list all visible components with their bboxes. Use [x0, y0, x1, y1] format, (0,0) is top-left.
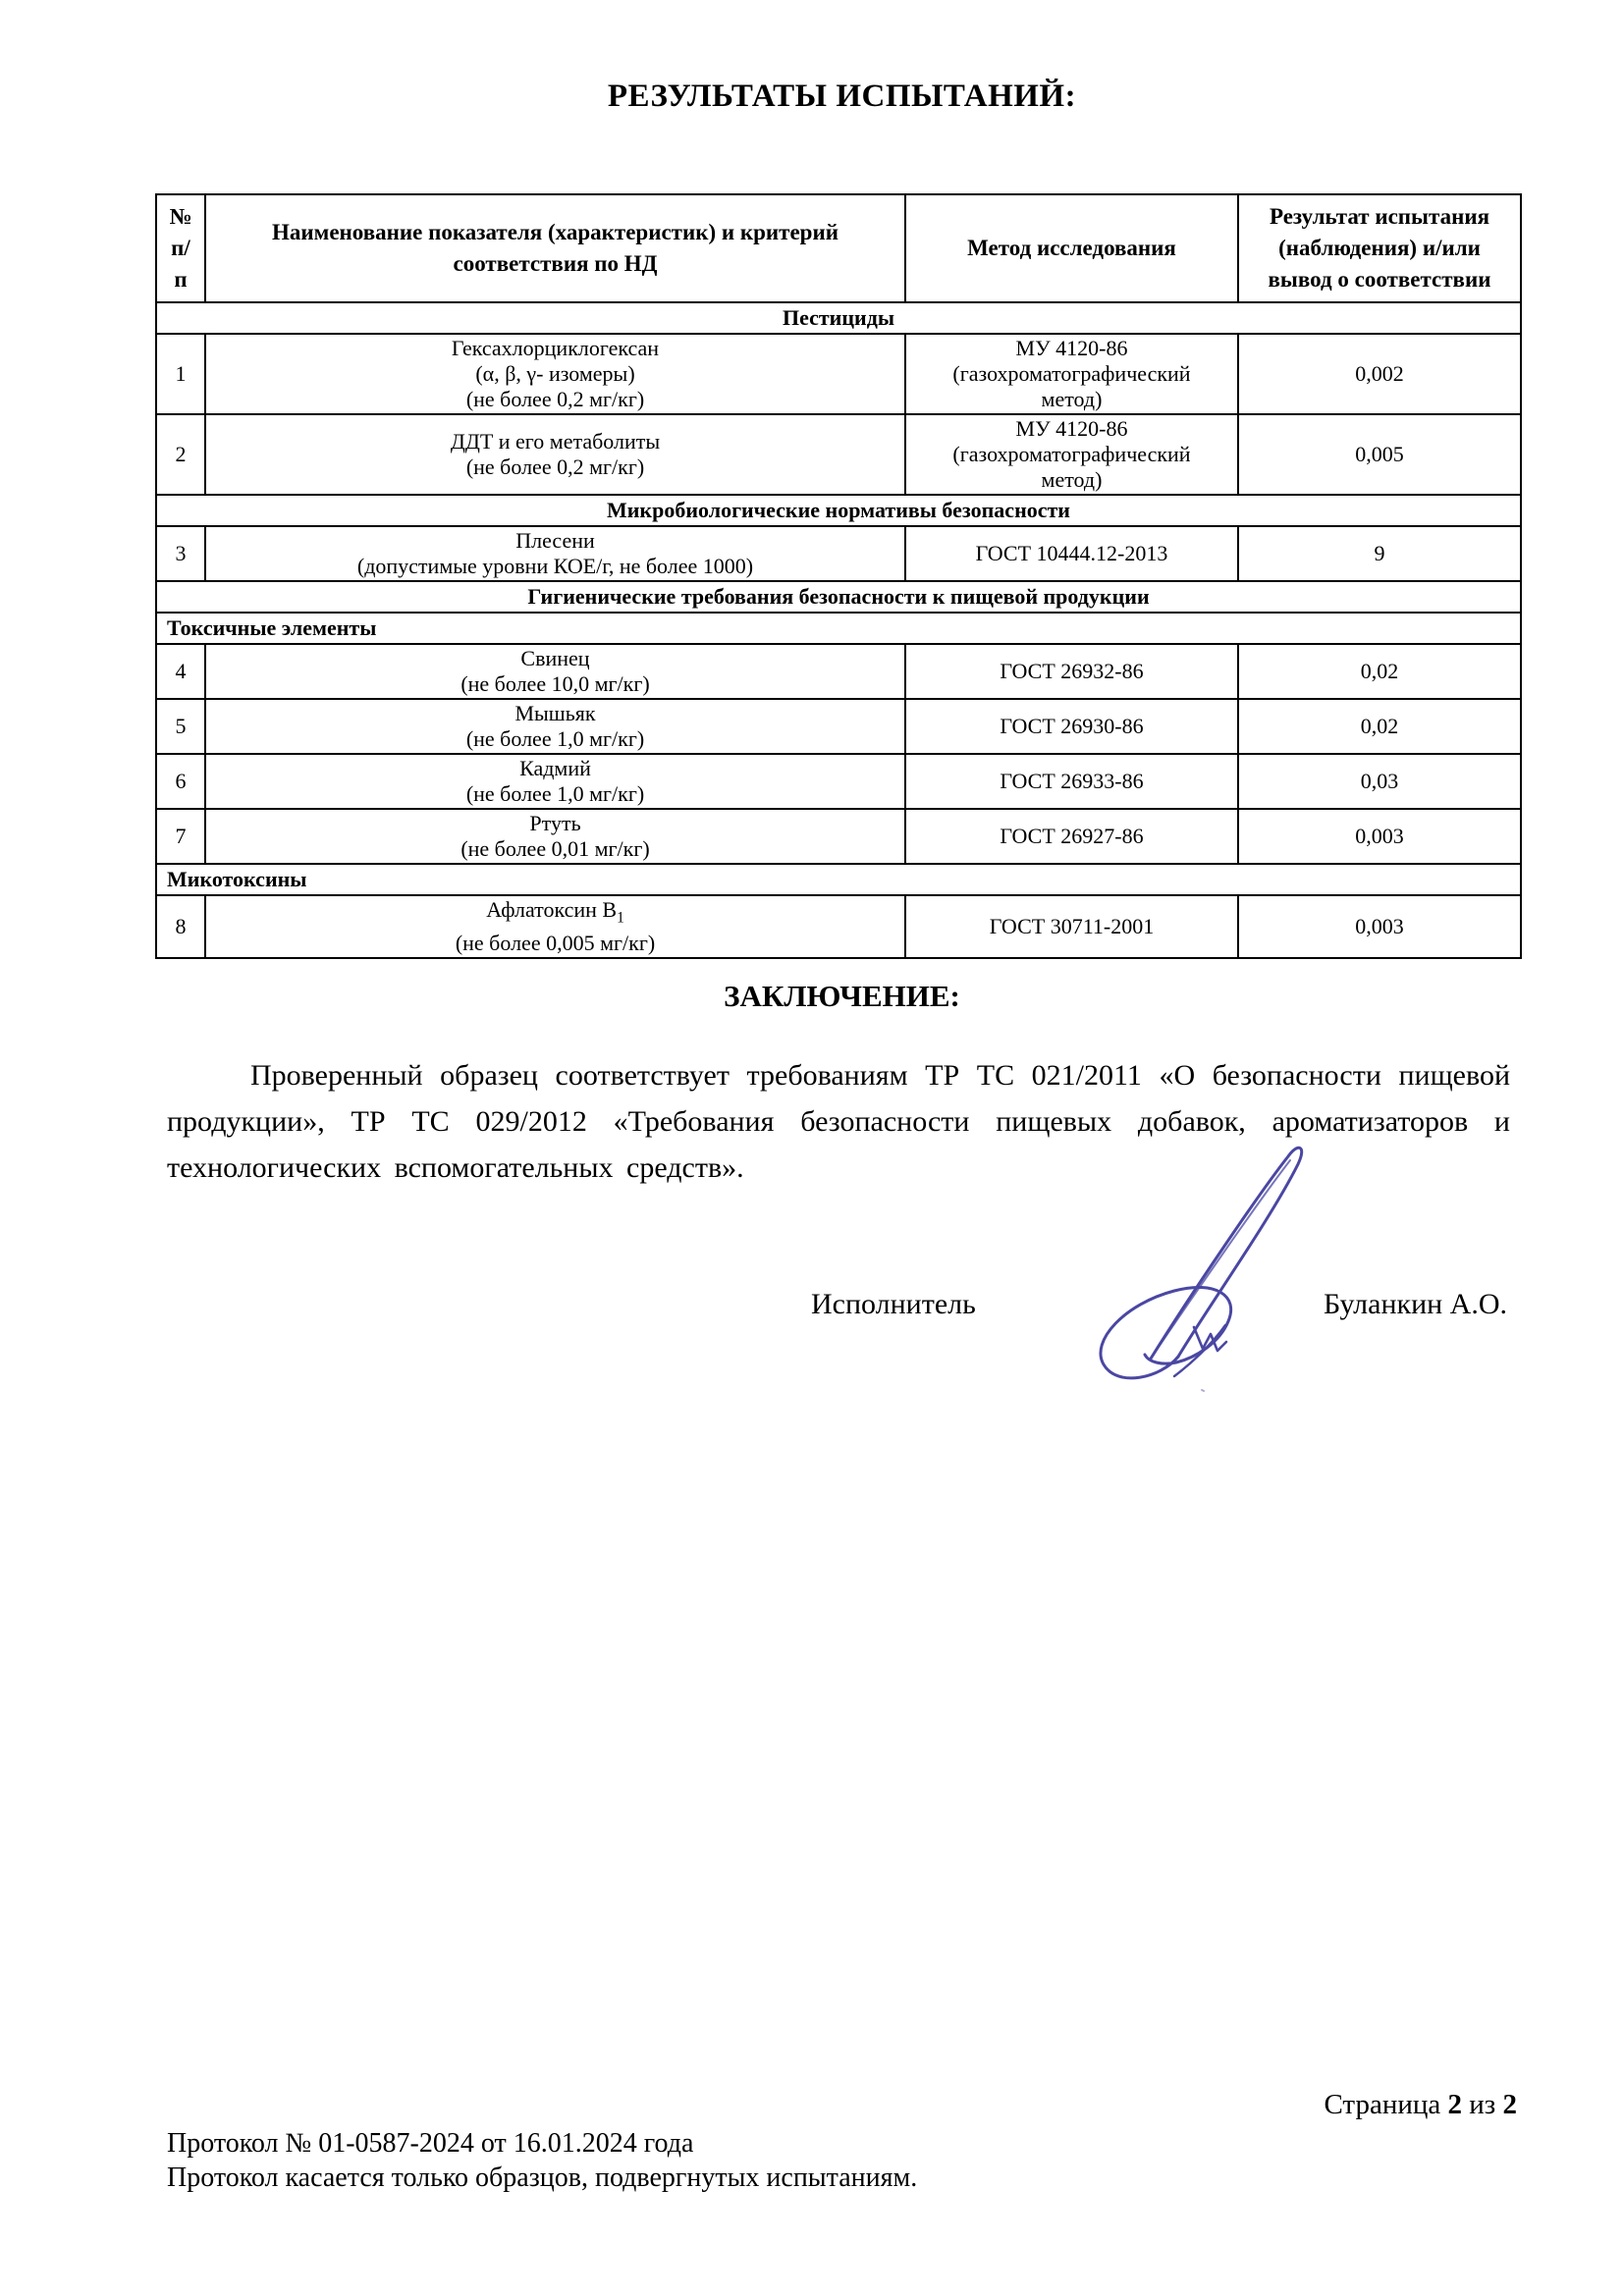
row-number-cell: 7 — [156, 809, 205, 864]
indicator-name-cell: Свинец (не более 10,0 мг/кг) — [205, 644, 905, 699]
result-cell: 9 — [1238, 526, 1521, 581]
indicator-name-cell: ДДТ и его метаболиты (не более 0,2 мг/кг) — [205, 414, 905, 495]
method-cell: ГОСТ 26932-86 — [905, 644, 1238, 699]
indicator-name-cell: Ртуть (не более 0,01 мг/кг) — [205, 809, 905, 864]
method-cell: МУ 4120-86 (газохроматографический метод) — [905, 334, 1238, 414]
method-cell: МУ 4120-86 (газохроматографический метод) — [905, 414, 1238, 495]
result-cell: 0,03 — [1238, 754, 1521, 809]
method-cell: ГОСТ 10444.12-2013 — [905, 526, 1238, 581]
method-cell: ГОСТ 26933-86 — [905, 754, 1238, 809]
section-label: Гигиенические требования безопасности к пищевой продукции — [156, 581, 1521, 613]
column-header-indicator: Наименование показателя (характеристик) и критерий соответствия по НД — [205, 194, 905, 302]
result-cell: 0,003 — [1238, 895, 1521, 958]
table-header-row — [156, 194, 1521, 302]
page-title: РЕЗУЛЬТАТЫ ИСПЫТАНИЙ: — [607, 79, 1077, 114]
result-cell: 0,02 — [1238, 644, 1521, 699]
method-cell: ГОСТ 26930-86 — [905, 699, 1238, 754]
table-section-row — [156, 613, 1521, 644]
of-word: из — [1469, 2089, 1496, 2120]
indicator-name-cell: Мышьяк (не более 1,0 мг/кг) — [205, 699, 905, 754]
method-cell: ГОСТ 30711-2001 — [905, 895, 1238, 958]
table-row — [156, 334, 1521, 414]
result-cell: 0,003 — [1238, 809, 1521, 864]
table-row — [156, 699, 1521, 754]
table-section-row — [156, 581, 1521, 613]
page-indicator — [167, 2089, 1517, 2121]
section-label: Микробиологические нормативы безопасности — [156, 495, 1521, 526]
table-row — [156, 644, 1521, 699]
result-cell: 0,02 — [1238, 699, 1521, 754]
table-row — [156, 526, 1521, 581]
protocol-number-line: Протокол № 01-0587-2024 от 16.01.2024 года — [167, 2128, 694, 2159]
results-table — [155, 193, 1522, 959]
column-header-method: Метод исследования — [905, 194, 1238, 302]
result-cell: 0,005 — [1238, 414, 1521, 495]
row-number-cell: 2 — [156, 414, 205, 495]
total-pages: 2 — [1502, 2089, 1517, 2120]
table-row — [156, 809, 1521, 864]
executor-name: Буланкин А.О. — [1324, 1288, 1508, 1320]
table-row — [156, 895, 1521, 958]
table-section-row — [156, 864, 1521, 895]
row-number-cell: 5 — [156, 699, 205, 754]
signature-ink — [1080, 1131, 1355, 1396]
indicator-name-cell: Плесени (допустимые уровни КОЕ/г, не более 1000) — [205, 526, 905, 581]
table-row — [156, 414, 1521, 495]
indicator-name-cell: Афлатоксин $В_1$ (не более 0,005 мг/кг) — [205, 895, 905, 958]
section-label: Микотоксины — [156, 864, 1521, 895]
page-word: Страница — [1324, 2089, 1441, 2120]
table-section-row — [156, 302, 1521, 334]
section-label: Пестициды — [156, 302, 1521, 334]
section-label: Токсичные элементы — [156, 613, 1521, 644]
protocol-disclaimer-line: Протокол касается только образцов, подвергнутых испытаниям. — [167, 2163, 918, 2193]
conclusion-paragraph: Проверенный образец соответствует требованиям ТР ТС 021/2011 «О безопасности пищевой продукции», ТР ТС 029/2012 «Требования безопасности пищевых добавок, ароматизаторов и технологических вспомогательных средств». — [167, 1059, 1510, 1184]
column-header-number: № п/п — [156, 194, 205, 302]
table-section-row — [156, 495, 1521, 526]
row-number-cell: 1 — [156, 334, 205, 414]
row-number-cell: 3 — [156, 526, 205, 581]
result-cell: 0,002 — [1238, 334, 1521, 414]
executor-label: Исполнитель — [811, 1288, 976, 1320]
indicator-name-cell: Кадмий (не более 1,0 мг/кг) — [205, 754, 905, 809]
conclusion-heading: ЗАКЛЮЧЕНИЕ: — [724, 979, 960, 1013]
table-row — [156, 754, 1521, 809]
page-number: 2 — [1447, 2089, 1463, 2120]
row-number-cell: 4 — [156, 644, 205, 699]
column-header-result: Результат испытания (наблюдения) и/или вывод о соответствии — [1238, 194, 1521, 302]
indicator-name-cell: Гексахлорциклогексан (α, β, γ- изомеры) (не более 0,2 мг/кг) — [205, 334, 905, 414]
row-number-cell: 6 — [156, 754, 205, 809]
row-number-cell: 8 — [156, 895, 205, 958]
method-cell: ГОСТ 26927-86 — [905, 809, 1238, 864]
